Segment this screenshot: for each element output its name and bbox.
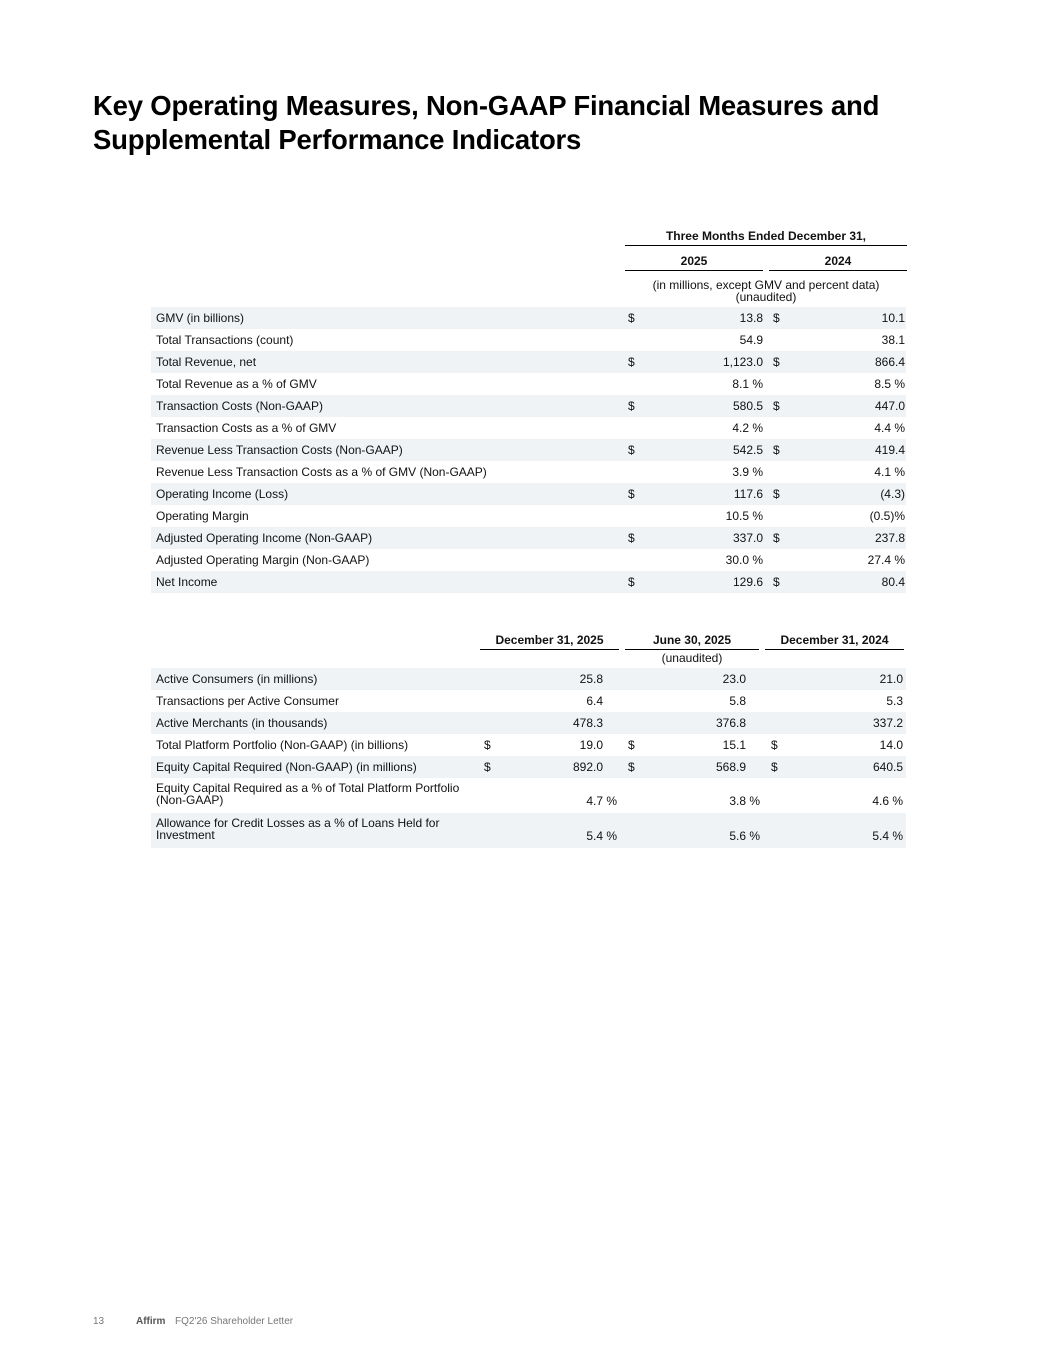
row-label: Adjusted Operating Income (Non-GAAP) <box>156 531 373 545</box>
currency-symbol-2024: $ <box>773 355 780 369</box>
currency-symbol-dec-2024: $ <box>771 760 778 774</box>
table-row <box>151 417 906 439</box>
currency-symbol-dec-2025: $ <box>484 738 491 752</box>
value-2025: 13.8 <box>739 311 763 325</box>
value-2025: 4.2 % <box>732 421 763 435</box>
row-label: Transactions per Active Consumer <box>156 694 339 708</box>
currency-symbol-2024: $ <box>773 487 780 501</box>
column-header-2024: 2024 <box>824 254 852 268</box>
table-row <box>151 712 906 734</box>
currency-symbol-dec-2024: $ <box>771 738 778 752</box>
value-2024: 4.1 % <box>874 465 905 479</box>
units-note-line-2: (unaudited) <box>735 290 797 304</box>
supplemental-indicators-table <box>151 630 906 850</box>
table-row <box>151 461 906 483</box>
table-row <box>151 439 906 461</box>
table-row <box>151 690 906 712</box>
currency-symbol-2024: $ <box>773 443 780 457</box>
value-dec-2025: 892.0 <box>572 760 603 774</box>
page-title <box>93 89 993 157</box>
value-2025: 337.0 <box>732 531 763 545</box>
value-2024: 237.8 <box>874 531 905 545</box>
table-row <box>151 549 906 571</box>
operating-measures-table <box>151 226 906 596</box>
table-row <box>151 527 906 549</box>
row-label: Operating Income (Loss) <box>156 487 289 501</box>
value-dec-2025: 25.8 <box>579 672 603 686</box>
table-row <box>151 351 906 373</box>
value-2024: 10.1 <box>881 311 905 325</box>
value-2024: 866.4 <box>874 355 905 369</box>
currency-symbol-2025: $ <box>628 575 635 589</box>
column-rule-2025 <box>625 270 763 271</box>
units-note-line-1: (in millions, except GMV and percent data) <box>652 278 880 292</box>
row-label: Adjusted Operating Margin (Non-GAAP) <box>156 553 370 567</box>
value-2024: 80.4 <box>881 575 905 589</box>
column-header-dec-2024: December 31, 2024 <box>780 633 889 647</box>
currency-symbol-2025: $ <box>628 311 635 325</box>
currency-symbol-dec-2025: $ <box>484 760 491 774</box>
currency-symbol-jun-2025: $ <box>628 760 635 774</box>
page-title-line-1: Key Operating Measures, Non-GAAP Financial Measures and <box>93 90 880 121</box>
column-rule-dec-2024 <box>765 649 904 650</box>
column-rule-dec-2025 <box>480 649 619 650</box>
value-2025: 117.6 <box>733 487 763 501</box>
document-title: FQ2'26 Shareholder Letter <box>175 1316 294 1327</box>
currency-symbol-2025: $ <box>628 399 635 413</box>
value-jun-2025: 3.8 % <box>729 794 760 808</box>
table-row <box>151 571 906 593</box>
row-label-line-2: (Non-GAAP) <box>156 793 224 807</box>
period-header: Three Months Ended December 31, <box>665 229 867 243</box>
units-note <box>625 279 907 303</box>
page-title-line-2: Supplemental Performance Indicators <box>93 124 582 155</box>
value-jun-2025: 376.8 <box>715 716 746 730</box>
currency-symbol-2025: $ <box>628 355 635 369</box>
value-2025: 10.5 % <box>725 509 763 523</box>
value-jun-2025: 5.6 % <box>729 829 760 843</box>
table-row <box>151 505 906 527</box>
value-2025: 3.9 % <box>732 465 763 479</box>
row-label-line-1: Allowance for Credit Losses as a % of Loans Held for <box>156 816 440 830</box>
table-row <box>151 756 906 778</box>
value-dec-2024: 14.0 <box>879 738 903 752</box>
currency-symbol-2024: $ <box>773 575 780 589</box>
currency-symbol-jun-2025: $ <box>628 738 635 752</box>
table-row <box>151 813 906 848</box>
row-label: Active Consumers (in millions) <box>156 672 318 686</box>
value-jun-2025: 15.1 <box>722 738 746 752</box>
page-number: 13 <box>93 1316 105 1327</box>
currency-symbol-2024: $ <box>773 311 780 325</box>
table-row <box>151 778 906 813</box>
row-label: Revenue Less Transaction Costs (Non-GAAP) <box>156 443 403 457</box>
column-rule-jun-2025 <box>625 649 759 650</box>
currency-symbol-2024: $ <box>773 531 780 545</box>
row-label <box>156 817 439 841</box>
value-dec-2025: 19.0 <box>579 738 603 752</box>
value-dec-2025: 4.7 % <box>586 794 617 808</box>
row-label: Total Platform Portfolio (Non-GAAP) (in billions) <box>156 738 409 752</box>
value-2025: 1,123.0 <box>722 355 763 369</box>
value-dec-2024: 337.2 <box>872 716 903 730</box>
value-dec-2025: 6.4 <box>586 694 603 708</box>
unaudited-note: (unaudited) <box>661 651 723 665</box>
row-label: Operating Margin <box>156 509 249 523</box>
value-2025: 580.5 <box>732 399 763 413</box>
value-2025: 54.9 <box>739 333 763 347</box>
column-header-dec-2025: December 31, 2025 <box>495 633 604 647</box>
value-2025: 30.0 % <box>725 553 763 567</box>
value-2025: 8.1 % <box>732 377 763 391</box>
currency-symbol-2024: $ <box>773 399 780 413</box>
row-label: Transaction Costs (Non-GAAP) <box>156 399 323 413</box>
currency-symbol-2025: $ <box>628 443 635 457</box>
row-label: GMV (in billions) <box>156 311 245 325</box>
row-label: Total Revenue, net <box>156 355 257 369</box>
row-label: Total Revenue as a % of GMV <box>156 377 317 391</box>
table-row <box>151 483 906 505</box>
table-row <box>151 734 906 756</box>
row-label-line-1: Equity Capital Required as a % of Total Platform Portfolio <box>156 781 460 795</box>
value-2025: 129.6 <box>732 575 763 589</box>
brand-name: Affirm <box>136 1316 166 1327</box>
table-row <box>151 373 906 395</box>
table-row <box>151 307 906 329</box>
currency-symbol-2025: $ <box>628 487 635 501</box>
value-2024: 419.4 <box>874 443 905 457</box>
row-label: Equity Capital Required (Non-GAAP) (in millions) <box>156 760 417 774</box>
column-rule-2024 <box>769 270 907 271</box>
value-dec-2024: 21.0 <box>879 672 903 686</box>
column-header-jun-2025: June 30, 2025 <box>652 633 732 647</box>
row-label: Revenue Less Transaction Costs as a % of GMV (Non-GAAP) <box>156 465 487 479</box>
value-dec-2025: 5.4 % <box>586 829 617 843</box>
column-header-2025: 2025 <box>680 254 708 268</box>
value-dec-2025: 478.3 <box>572 716 603 730</box>
value-jun-2025: 23.0 <box>722 672 746 686</box>
value-2024: 447.0 <box>874 399 905 413</box>
value-2024: 8.5 % <box>874 377 905 391</box>
currency-symbol-2025: $ <box>628 531 635 545</box>
value-2025: 542.5 <box>732 443 763 457</box>
period-header-rule <box>625 245 907 246</box>
row-label: Total Transactions (count) <box>156 333 294 347</box>
value-jun-2025: 568.9 <box>715 760 746 774</box>
value-dec-2024: 4.6 % <box>872 794 903 808</box>
value-dec-2024: 5.4 % <box>872 829 903 843</box>
row-label: Active Merchants (in thousands) <box>156 716 328 730</box>
table-row <box>151 395 906 417</box>
row-label: Transaction Costs as a % of GMV <box>156 421 337 435</box>
table-row <box>151 668 906 690</box>
value-2024: (4.3) <box>880 487 905 501</box>
value-2024: 4.4 % <box>874 421 905 435</box>
value-dec-2024: 5.3 <box>886 694 903 708</box>
value-dec-2024: 640.5 <box>872 760 903 774</box>
row-label-line-2: Investment <box>156 828 215 842</box>
value-2024: (0.5)% <box>869 509 905 523</box>
row-label <box>156 782 459 806</box>
value-2024: 38.1 <box>881 333 905 347</box>
value-jun-2025: 5.8 <box>729 694 746 708</box>
row-label: Net Income <box>156 575 218 589</box>
value-2024: 27.4 % <box>867 553 905 567</box>
table-row <box>151 329 906 351</box>
